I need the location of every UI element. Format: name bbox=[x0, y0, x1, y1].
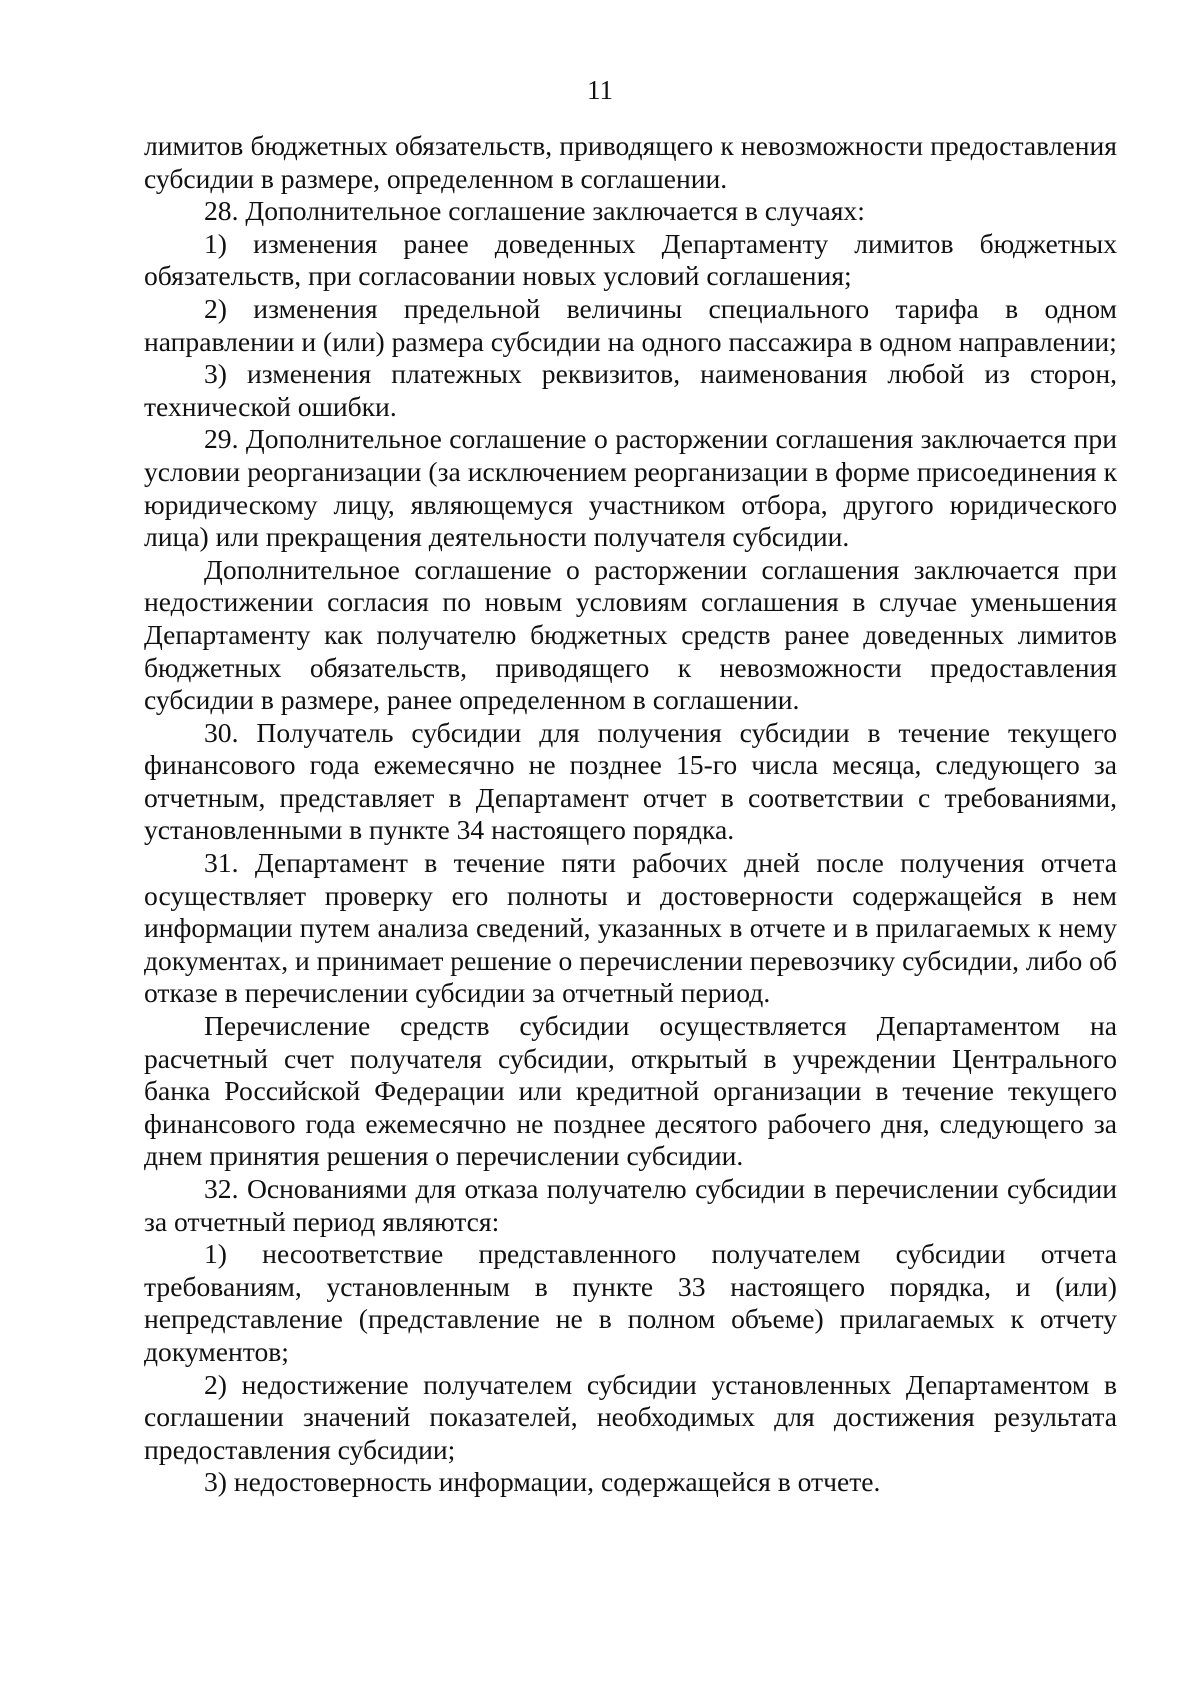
paragraph-29: 29. Дополнительное соглашение о расторжении соглашения заключается при условии реорганизации (за исключением реорганизации в форме присоединения к юридическому лицу, являющемуся участником отбора, другого юридического лица) или прекращения деятельности получателя субсидии. bbox=[144, 423, 1117, 553]
paragraph-28: 28. Дополнительное соглашение заключается в случаях: bbox=[204, 195, 865, 227]
paragraph-29-second: Дополнительное соглашение о расторжении соглашения заключается при недостижении согласия по новым условиям соглашения в случае уменьшения Департаменту как получателю бюджетных средств ранее доведенных лимитов бюджетных обязательств, приводящего к невозможности предоставления субсидии в размере, ранее определенном в соглашении. bbox=[144, 553, 1117, 716]
paragraph-32-item-3: 3) недостоверность информации, содержащейся в отчете. bbox=[204, 1466, 881, 1498]
paragraph-continuation: лимитов бюджетных обязательств, приводящего к невозможности предоставления субсидии в размере, определенном в соглашении. bbox=[144, 130, 1117, 194]
paragraph-28-item-3: 3) изменения платежных реквизитов, наименования любой из сторон, технической ошибки. bbox=[144, 358, 1117, 422]
paragraph-30: 30. Получатель субсидии для получения субсидии в течение текущего финансового года ежемесячно не позднее 15-го числа месяца, следующего за отчетным, представляет в Департамент отчет в соответствии с требованиями, установленными в пункте 34 настоящего порядка. bbox=[144, 716, 1117, 846]
paragraph-31: 31. Департамент в течение пяти рабочих дней после получения отчета осуществляет проверку его полноты и достоверности содержащейся в нем информации путем анализа сведений, указанных в отчете и в прилагаемых к нему документах, и принимает решение о перечислении перевозчику субсидии, либо об отказе в перечислении субсидии за отчетный период. bbox=[144, 847, 1117, 1009]
paragraph-32-item-1: 1) несоответствие представленного получателем субсидии отчета требованиям, установленным в пункте 33 настоящего порядка, и (или) непредставление (представление не в полном объеме) прилагаемых к отчету документов; bbox=[144, 1238, 1117, 1367]
paragraph-32-item-2: 2) недостижение получателем субсидии установленных Департаментом в соглашении значений показателей, необходимых для достижения результата предоставления субсидии; bbox=[144, 1368, 1117, 1465]
paragraph-32: 32. Основаниями для отказа получателю субсидии в перечислении субсидии за отчетный период являются: bbox=[144, 1173, 1117, 1237]
document-body bbox=[144, 130, 1117, 1499]
paragraph-31-second: Перечисление средств субсидии осуществляется Департаментом на расчетный счет получателя субсидии, открытый в учреждении Центрального банка Российской Федерации или кредитной организации в течение текущего финансового года ежемесячно не позднее десятого рабочего дня, следующего за днем принятия решения о перечислении субсидии. bbox=[144, 1010, 1117, 1172]
paragraph-28-item-1: 1) изменения ранее доведенных Департаменту лимитов бюджетных обязательств, при согласовании новых условий соглашения; bbox=[144, 227, 1117, 292]
paragraph-28-item-2: 2) изменения предельной величины специального тарифа в одном направлении и (или) размера субсидии на одного пассажира в одном направлении; bbox=[144, 292, 1117, 357]
page-number: 11 bbox=[587, 75, 613, 105]
